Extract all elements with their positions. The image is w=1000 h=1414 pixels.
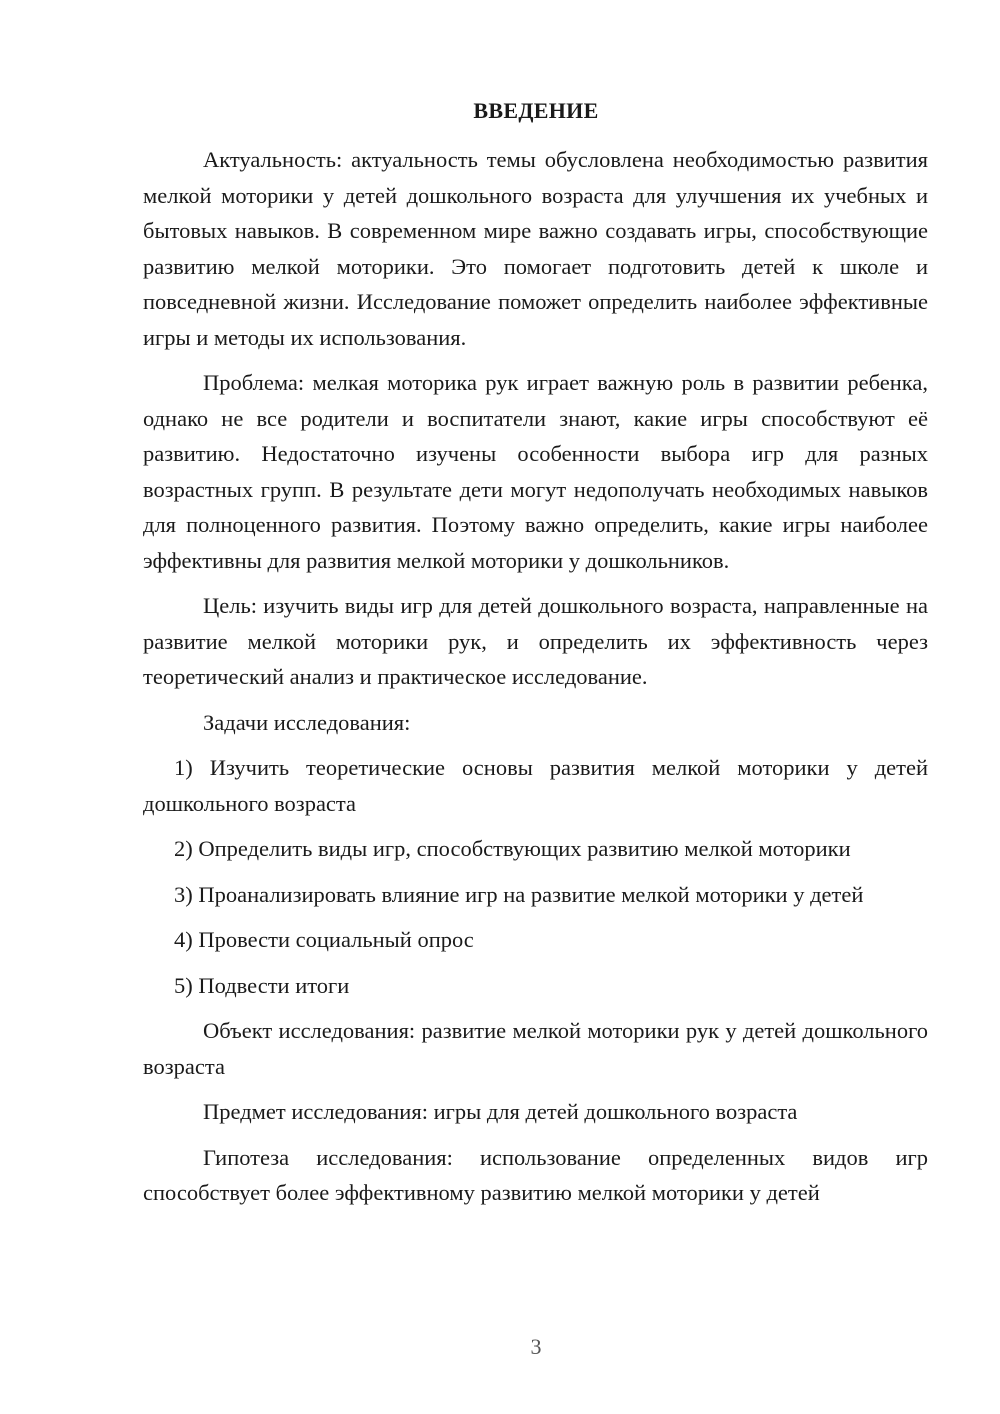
object-paragraph: Объект исследования: развитие мелкой моторики рук у детей дошкольного возраста <box>143 1018 928 1079</box>
problem-paragraph: Проблема: мелкая моторика рук играет важную роль в развитии ребенка, однако не все родители и воспитатели знают, какие игры способствуют её развитию. Недостаточно изучены особенности выбора игр для разных возрастных групп. В результате дети могут недополучать необходимых навыков для полноценного развития. Поэтому важно определить, какие игры наиболее эффективны для развития мелкой моторики у дошкольников. <box>143 370 928 573</box>
relevance-paragraph: Актуальность: актуальность темы обусловлена необходимостью развития мелкой моторики у детей дошкольного возраста для улучшения их учебных и бытовых навыков. В современном мире важно создавать игры, способствующие развитию мелкой моторики. Это помогает подготовить детей к школе и повседневной жизни. Исследование поможет определить наиболее эффективные игры и методы их использования. <box>143 147 928 350</box>
task-item-5: 5) Подвести итоги <box>174 972 350 998</box>
task-item-3: 3) Проанализировать влияние игр на развитие мелкой моторики у детей <box>174 881 864 907</box>
task-item-1: 1) Изучить теоретические основы развития мелкой моторики у детей дошкольного возраста <box>143 755 928 816</box>
task-item-4: 4) Провести социальный опрос <box>174 927 474 952</box>
page-number: 3 <box>530 1334 542 1359</box>
document-body <box>143 142 928 1221</box>
hypothesis-paragraph: Гипотеза исследования: использование определенных видов игр способствует более эффективному развитию мелкой моторики у детей <box>143 1144 928 1205</box>
task-item-2: 2) Определить виды игр, способствующих развитию мелкой моторики <box>174 836 851 861</box>
page-title: ВВЕДЕНИЕ <box>473 98 599 123</box>
tasks-heading: Задачи исследования: <box>203 709 411 735</box>
subject-paragraph: Предмет исследования: игры для детей дошкольного возраста <box>203 1099 798 1124</box>
goal-paragraph: Цель: изучить виды игр для детей дошкольного возраста, направленные на развитие мелкой моторики рук, и определить их эффективность через теоретический анализ и практическое исследование. <box>143 593 928 689</box>
